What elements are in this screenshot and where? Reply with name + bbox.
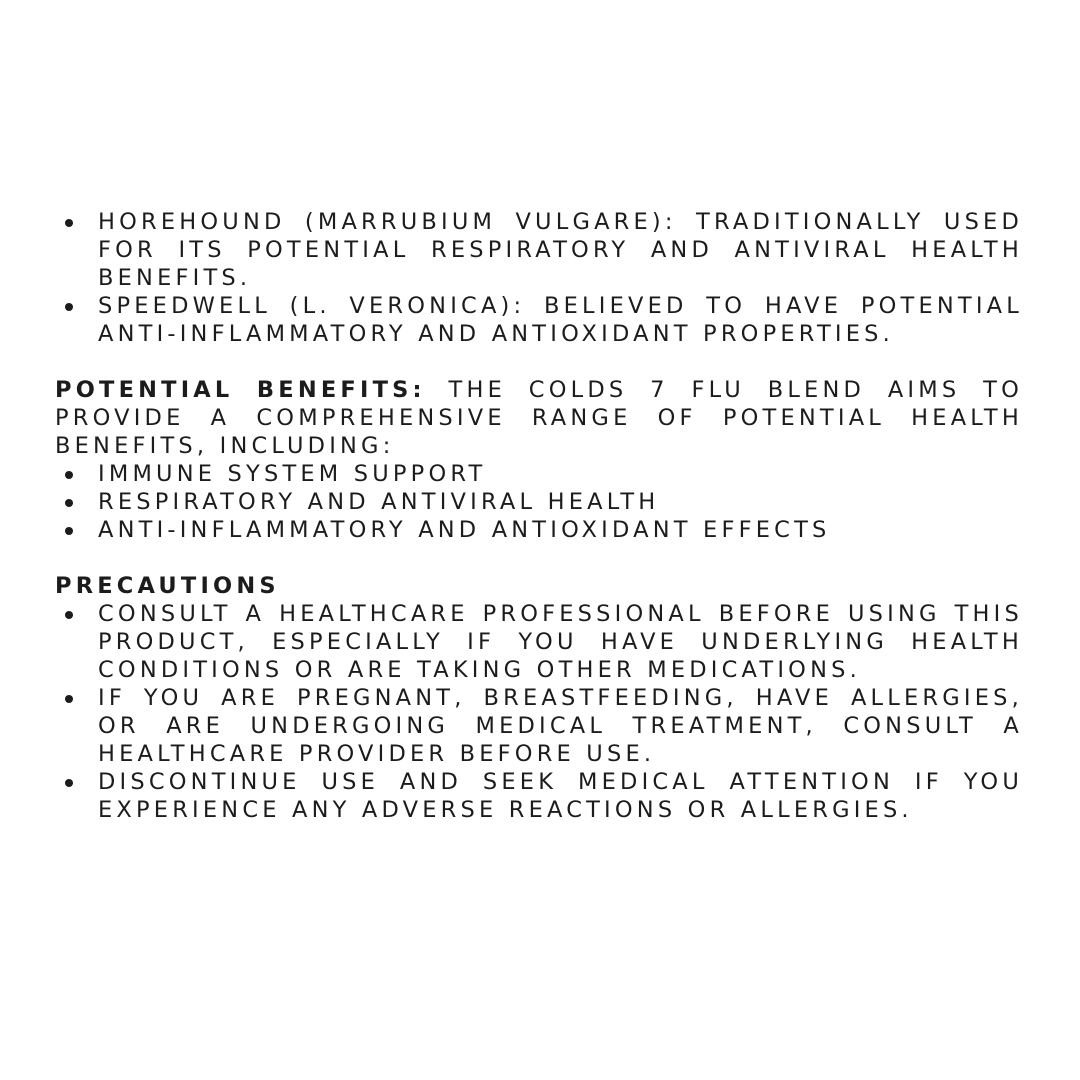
list-item: IMMUNE SYSTEM SUPPORT <box>55 460 1023 488</box>
list-item: HOREHOUND (MARRUBIUM VULGARE): TRADITIONALLY USED FOR ITS POTENTIAL RESPIRATORY AND ANTIVIRAL HEALTH BENEFITS. <box>55 208 1023 292</box>
list-item: SPEEDWELL (L. VERONICA): BELIEVED TO HAVE POTENTIAL ANTI-INFLAMMATORY AND ANTIOXIDANT PROPERTIES. <box>55 292 1023 348</box>
list-item: RESPIRATORY AND ANTIVIRAL HEALTH <box>55 488 1023 516</box>
benefits-label: POTENTIAL BENEFITS: <box>55 377 426 403</box>
list-item: IF YOU ARE PREGNANT, BREASTFEEDING, HAVE ALLERGIES, OR ARE UNDERGOING MEDICAL TREATMENT, CONSULT A HEALTHCARE PROVIDER BEFORE USE. <box>55 684 1023 768</box>
list-item: DISCONTINUE USE AND SEEK MEDICAL ATTENTION IF YOU EXPERIENCE ANY ADVERSE REACTIONS OR ALLERGIES. <box>55 768 1023 824</box>
precautions-heading: PRECAUTIONS <box>55 573 280 599</box>
ingredients-list <box>55 208 1023 348</box>
precautions-list <box>55 600 1023 824</box>
spacer <box>55 348 1023 376</box>
document-page <box>55 208 1023 824</box>
benefits-intro: THE COLDS 7 FLU BLEND AIMS TO PROVIDE A COMPREHENSIVE RANGE OF POTENTIAL HEALTH BENEFITS, INCLUDING: <box>55 377 1023 459</box>
list-item: ANTI-INFLAMMATORY AND ANTIOXIDANT EFFECTS <box>55 516 1023 544</box>
benefits-list <box>55 460 1023 544</box>
list-item: CONSULT A HEALTHCARE PROFESSIONAL BEFORE USING THIS PRODUCT, ESPECIALLY IF YOU HAVE UNDERLYING HEALTH CONDITIONS OR ARE TAKING OTHER MEDICATIONS. <box>55 600 1023 684</box>
benefits-paragraph <box>55 376 1023 460</box>
spacer <box>55 544 1023 572</box>
